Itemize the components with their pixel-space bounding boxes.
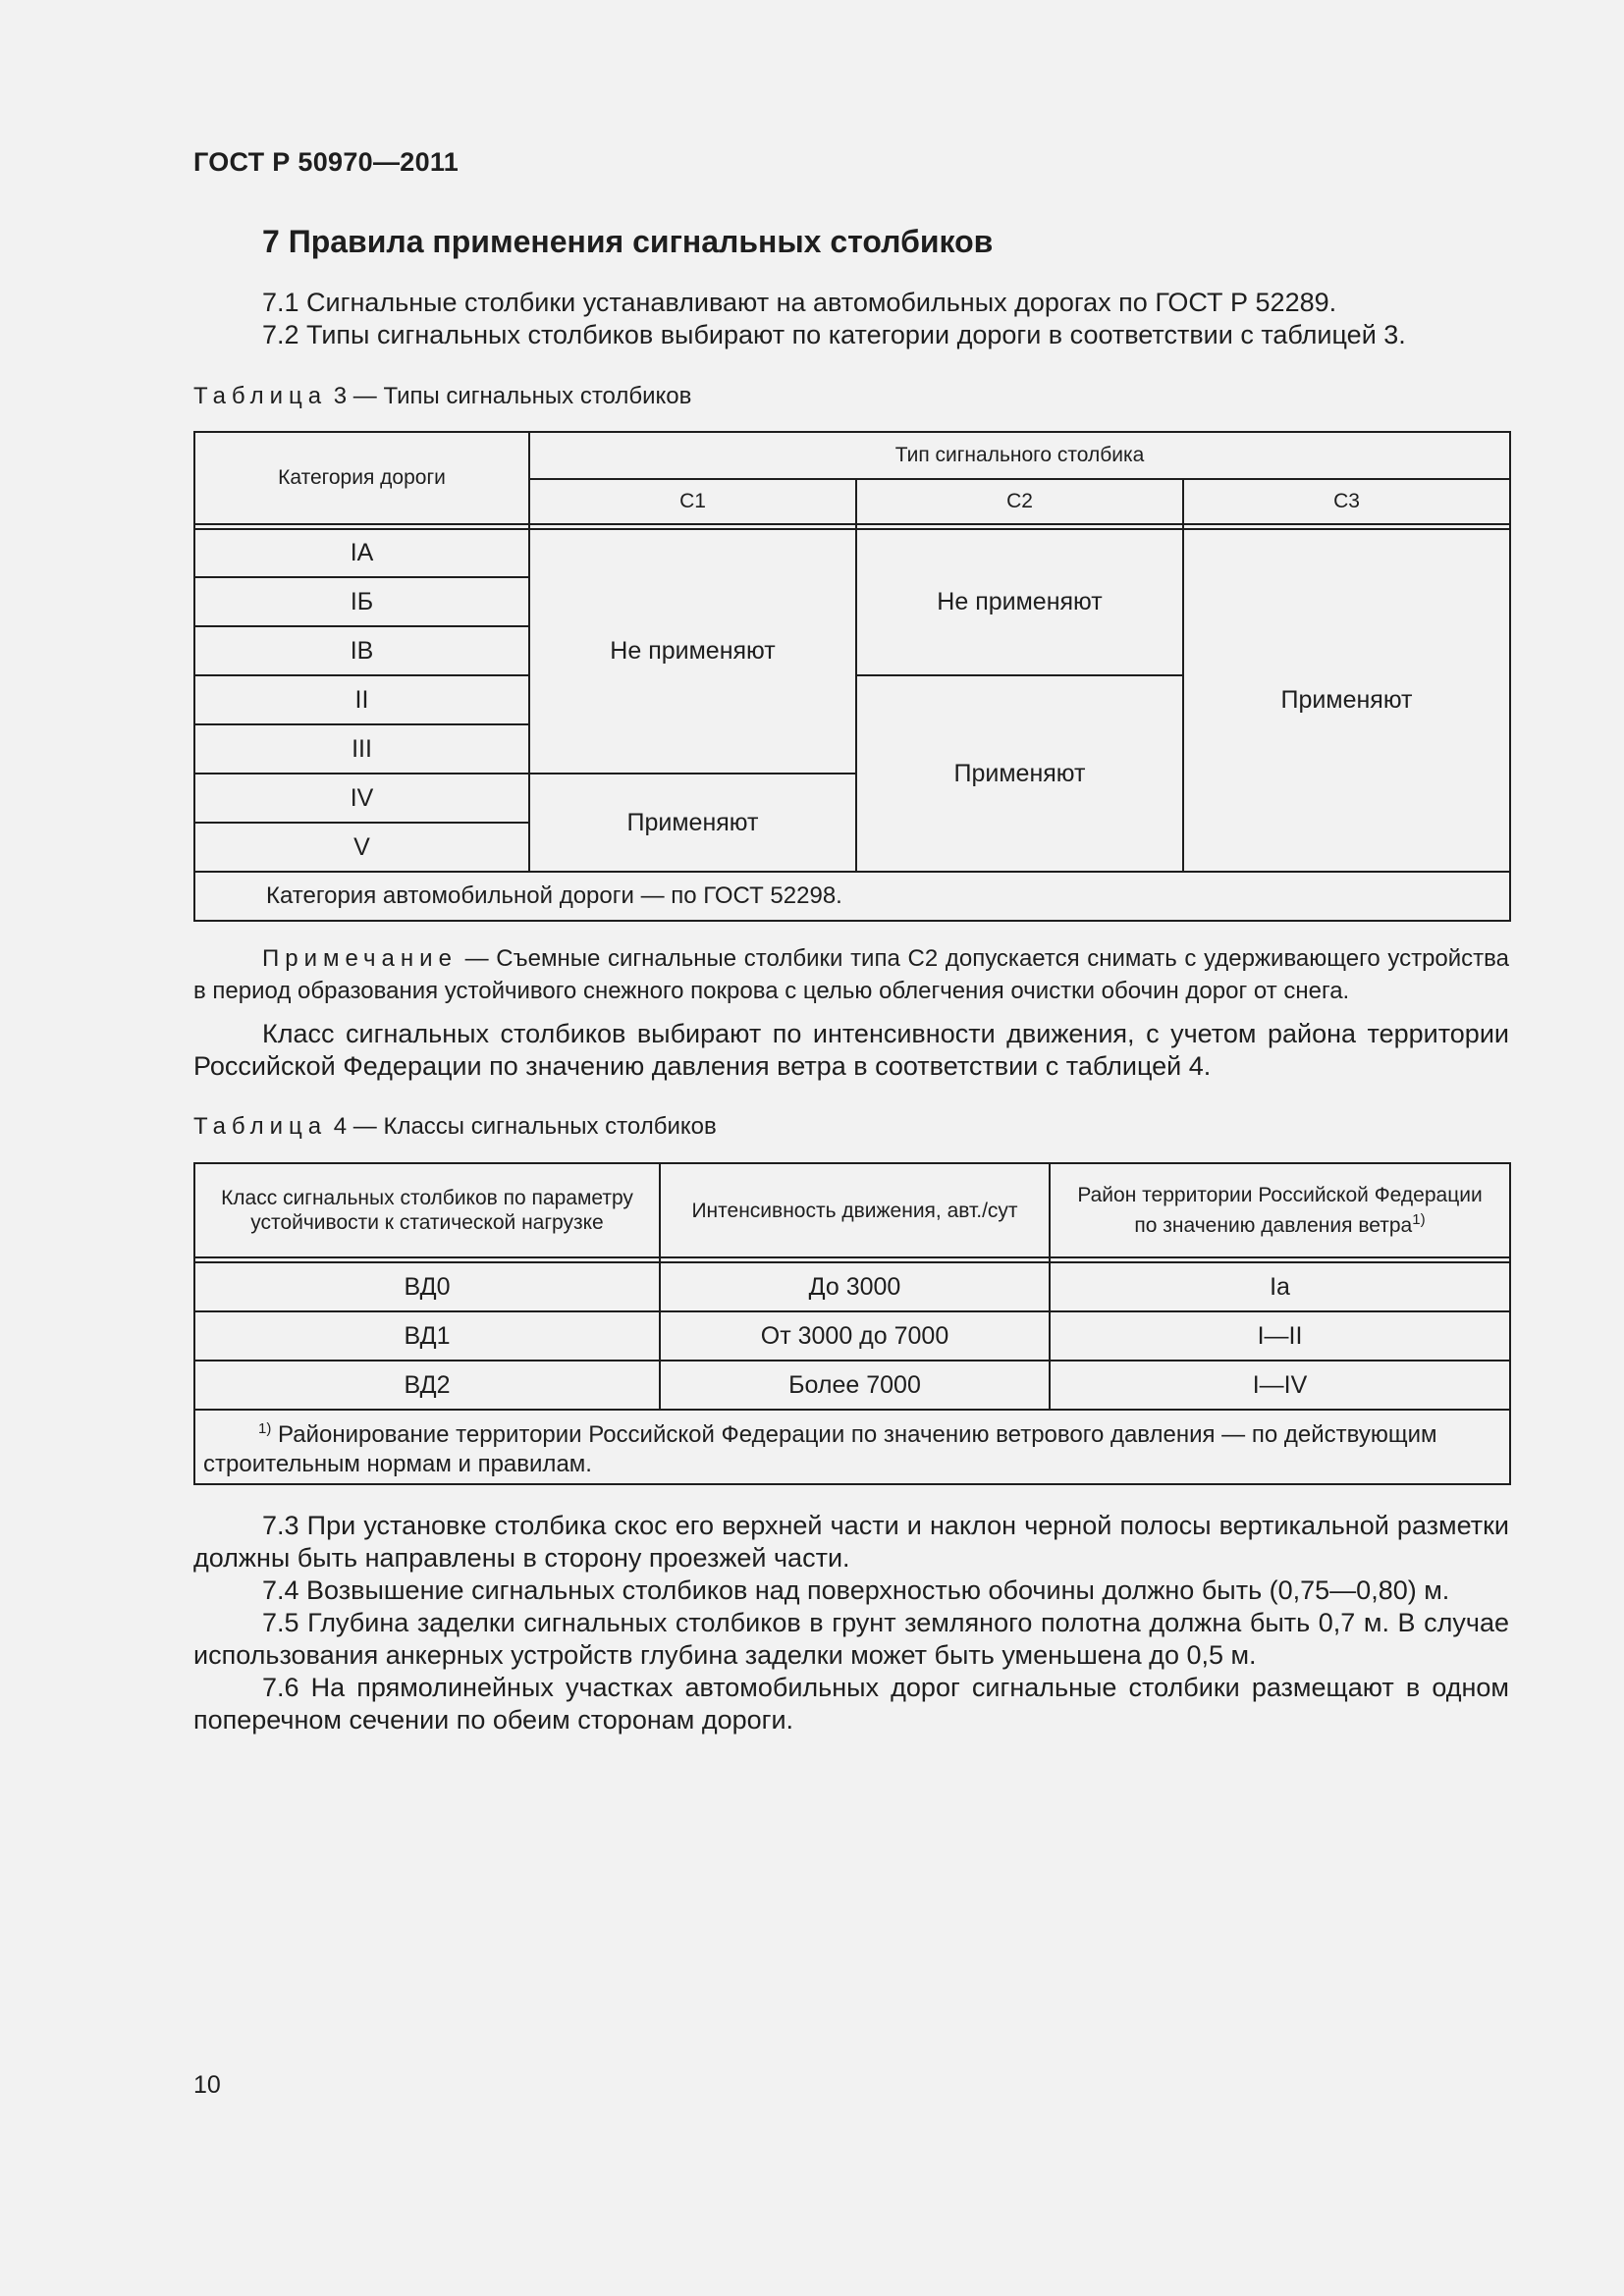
- table-signal-post-types: [193, 431, 1511, 922]
- traffic-cell: От 3000 до 7000: [660, 1311, 1050, 1361]
- section-title: 7 Правила применения сигнальных столбиков: [262, 224, 994, 259]
- category-cell: IV: [194, 774, 529, 823]
- paragraph-7-1: 7.1 Сигнальные столбики устанавливают на автомобильных дорогах по ГОСТ Р 52289.: [262, 288, 1337, 317]
- category-cell: III: [194, 724, 529, 774]
- table4-caption-text: 4 — Классы сигнальных столбиков: [327, 1113, 717, 1140]
- class-cell: ВД0: [194, 1262, 660, 1311]
- body-paragraphs: [193, 1510, 1509, 1736]
- table4-footnote-text: Районирование территории Российской Федерации по значению ветрового давления — по действующим строительным нормам и правилам.: [203, 1421, 1437, 1477]
- note-label: Примечание: [262, 945, 458, 972]
- table3-caption: [193, 383, 691, 410]
- class-paragraph: Класс сигнальных столбиков выбирают по интенсивности движения, с учетом района территории Российской Федерации по значению давления ветра в соответствии с таблицей 4.: [193, 1019, 1509, 1081]
- paragraph-7-5: 7.5 Глубина заделки сигнальных столбиков в грунт земляного полотна должна быть 0,7 м. В случае использования анкерных устройств глубина заделки может быть уменьшена до 0,5 м.: [193, 1608, 1509, 1670]
- header-wind-region-text: Район территории Российской Федерации по значению давления ветра: [1077, 1184, 1483, 1237]
- table-signal-post-classes: [193, 1162, 1511, 1485]
- c1-not-applied: Не применяют: [529, 529, 856, 774]
- c2-not-applied: Не применяют: [856, 529, 1183, 675]
- table4-caption: [193, 1113, 717, 1141]
- class-cell: ВД1: [194, 1311, 660, 1361]
- paragraph-7-3: 7.3 При установке столбика скос его верхней части и наклон черной полосы вертикальной разметки должны быть направлены в сторону проезжей части.: [193, 1511, 1509, 1573]
- table3-caption-text: 3 — Типы сигнальных столбиков: [327, 383, 692, 409]
- c1-applied: Применяют: [529, 774, 856, 872]
- paragraph-7-6: 7.6 На прямолинейных участках автомобильных дорог сигнальные столбики размещают в одном поперечном сечении по обеим сторонам дороги.: [193, 1673, 1509, 1735]
- c2-applied: Применяют: [856, 675, 1183, 872]
- document-code: ГОСТ Р 50970—2011: [193, 147, 460, 177]
- table4-footnote-mark: 1): [258, 1420, 272, 1437]
- header-wind-region-footnote-mark: 1): [1412, 1211, 1426, 1228]
- region-cell: I—II: [1050, 1311, 1510, 1361]
- category-cell: V: [194, 823, 529, 872]
- category-cell: IБ: [194, 577, 529, 626]
- traffic-cell: Более 7000: [660, 1361, 1050, 1410]
- table4-caption-word: Таблица: [193, 1113, 328, 1140]
- category-cell: II: [194, 675, 529, 724]
- category-cell: IА: [194, 529, 529, 577]
- paragraph-7-2: 7.2 Типы сигнальных столбиков выбирают по категории дороги в соответствии с таблицей 3.: [262, 320, 1406, 349]
- header-wind-region: [1050, 1163, 1510, 1257]
- traffic-cell: До 3000: [660, 1262, 1050, 1311]
- page-number: 10: [193, 2071, 221, 2099]
- header-c1: С1: [529, 479, 856, 524]
- paragraph-7-4: 7.4 Возвышение сигнальных столбиков над поверхностью обочины должно быть (0,75—0,80) м.: [262, 1575, 1450, 1605]
- category-cell: IВ: [194, 626, 529, 675]
- table4-footnote: [194, 1410, 1510, 1484]
- header-traffic-intensity: Интенсивность движения, авт./сут: [660, 1163, 1050, 1257]
- c3-applied: Применяют: [1183, 529, 1510, 872]
- header-c3: С3: [1183, 479, 1510, 524]
- table3-caption-word: Таблица: [193, 383, 328, 409]
- header-c2: С2: [856, 479, 1183, 524]
- header-post-type: Тип сигнального столбика: [529, 432, 1510, 479]
- class-cell: ВД2: [194, 1361, 660, 1410]
- region-cell: I—IV: [1050, 1361, 1510, 1410]
- table3-footnote: Категория автомобильной дороги — по ГОСТ 52298.: [194, 872, 1510, 921]
- header-road-category: Категория дороги: [194, 432, 529, 524]
- note-text: — Съемные сигнальные столбики типа С2 допускается снимать с удерживающего устройства в период образования устойчивого снежного покрова с целью облегчения очистки обочин дорог от снега.: [193, 945, 1509, 1004]
- header-post-class: Класс сигнальных столбиков по параметру устойчивости к статической нагрузке: [194, 1163, 660, 1257]
- region-cell: Iа: [1050, 1262, 1510, 1311]
- note: [193, 942, 1509, 1007]
